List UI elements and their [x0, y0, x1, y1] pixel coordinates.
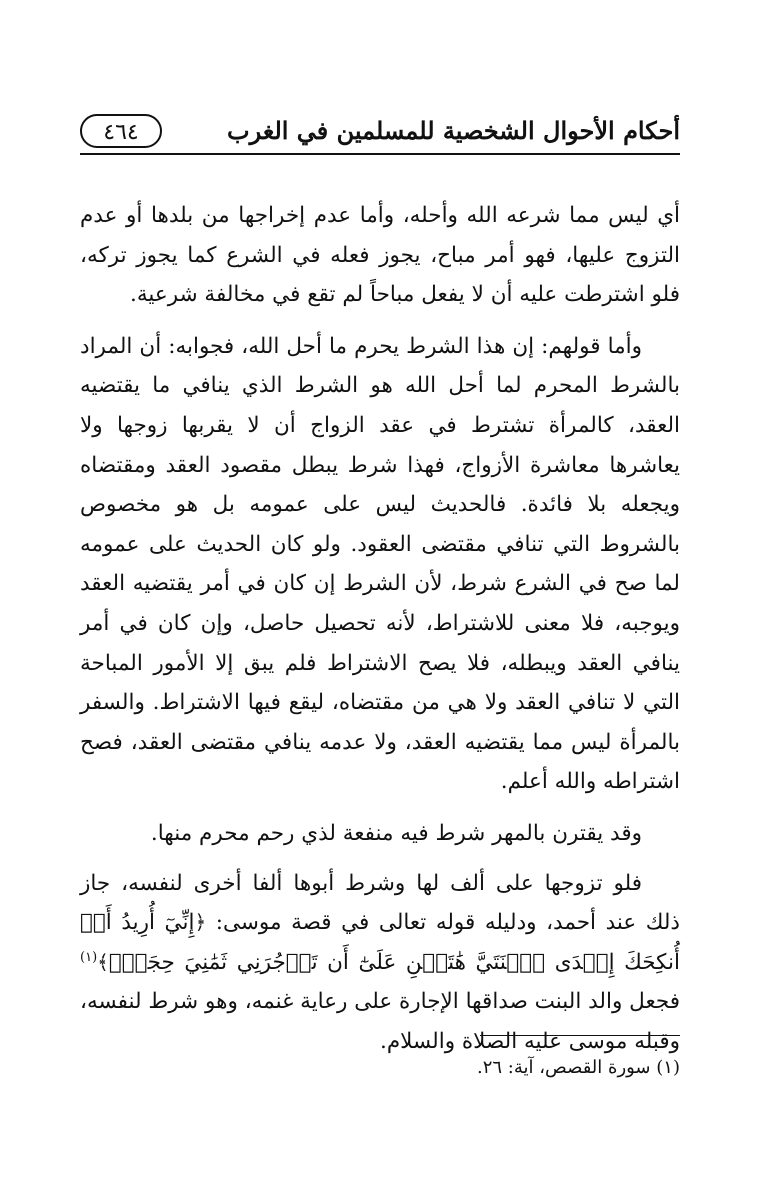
paragraph-4-conclusion: فجعل والد البنت صداقها الإجارة على رعاية غنمه، وهو شرط لنفسه، وقبله موسى عليه الصلاة والسلام. [80, 989, 680, 1054]
paragraph-1: أي ليس مما شرعه الله وأحله، وأما عدم إخراجها من بلدها أو عدم التزوج عليها، فهو أمر مباح، يجوز فعله في الشرع كما يجوز تركه، فلو اشترطت عليه أن لا يفعل مباحاً لم تقع في مخالفة شرعية. [80, 203, 680, 308]
header-divider [80, 153, 680, 155]
quran-open-brace: ﴿ [194, 910, 207, 935]
footnote-text: سورة القصص، آية: ٢٦. [476, 1057, 651, 1078]
quran-close-brace: ﴾ [97, 949, 109, 974]
page-header [80, 112, 680, 152]
paragraph-4-intro: فلو تزوجها على ألف لها وشرط أبوها ألفا أخرى لنفسه، جاز ذلك عند أحمد، ودليله قوله تعالى في قصة موسى: [80, 870, 680, 936]
footnote-divider [480, 1035, 680, 1036]
running-title: أحكام الأحوال الشخصية للمسلمين في الغرب [227, 116, 680, 145]
quran-verse: إِنِّيٓ أُرِيدُ أَنۡ أُنكِحَكَ إِحۡدَى ٱبۡنَتَيَّ هَٰتَيۡنِ عَلَىٰٓ أَن تَأۡجُرَنِي ثَمَٰنِيَ حِجَجٖۖ [80, 910, 680, 975]
footnote-number: (١) [656, 1057, 680, 1078]
footnote-reference[interactable]: (١) [80, 949, 98, 965]
paragraph-2: وأما قولهم: إن هذا الشرط يحرم ما أحل الله، فجوابه: أن المراد بالشرط المحرم لما أحل الله هو الشرط الذي ينافي ما يقتضيه العقد، كالمرأة تشترط في عقد الزواج أن لا يقربها زوجها ولا يعاشرها معاشرة الأزواج، فهذا شرط يبطل مقصود العقد ومقتضاه ويجعله بلا فائدة. فالحديث ليس على عمومه بل هو مخصوص بالشروط التي تنافي مقتضى العقود. ولو كان الحديث على عمومه لما صح في الشرع شرط، لأن الشرط إن كان في أمر يقتضيه العقد ويوجبه، فلا معنى للاشتراط، لأنه تحصيل حاصل، وإن كان في أمر ينافي العقد ويبطله، فلا يصح الاشتراط فلم يبق إلا الأمور المباحة التي لا تنافي العقد ولا هي من مقتضاه، ليقع فيها الاشتراط. والسفر بالمرأة ليس مما يقتضيه العقد، ولا عدمه ينافي مقتضى العقد، فصح اشتراطه والله أعلم. [80, 333, 680, 795]
footnote [477, 1057, 680, 1078]
main-text [80, 196, 680, 1073]
page-number-badge: ٤٦٤ [80, 114, 162, 148]
paragraph-3: وقد يقترن بالمهر شرط فيه منفعة لذي رحم محرم منها. [150, 820, 642, 846]
paragraph-4 [80, 864, 680, 1062]
